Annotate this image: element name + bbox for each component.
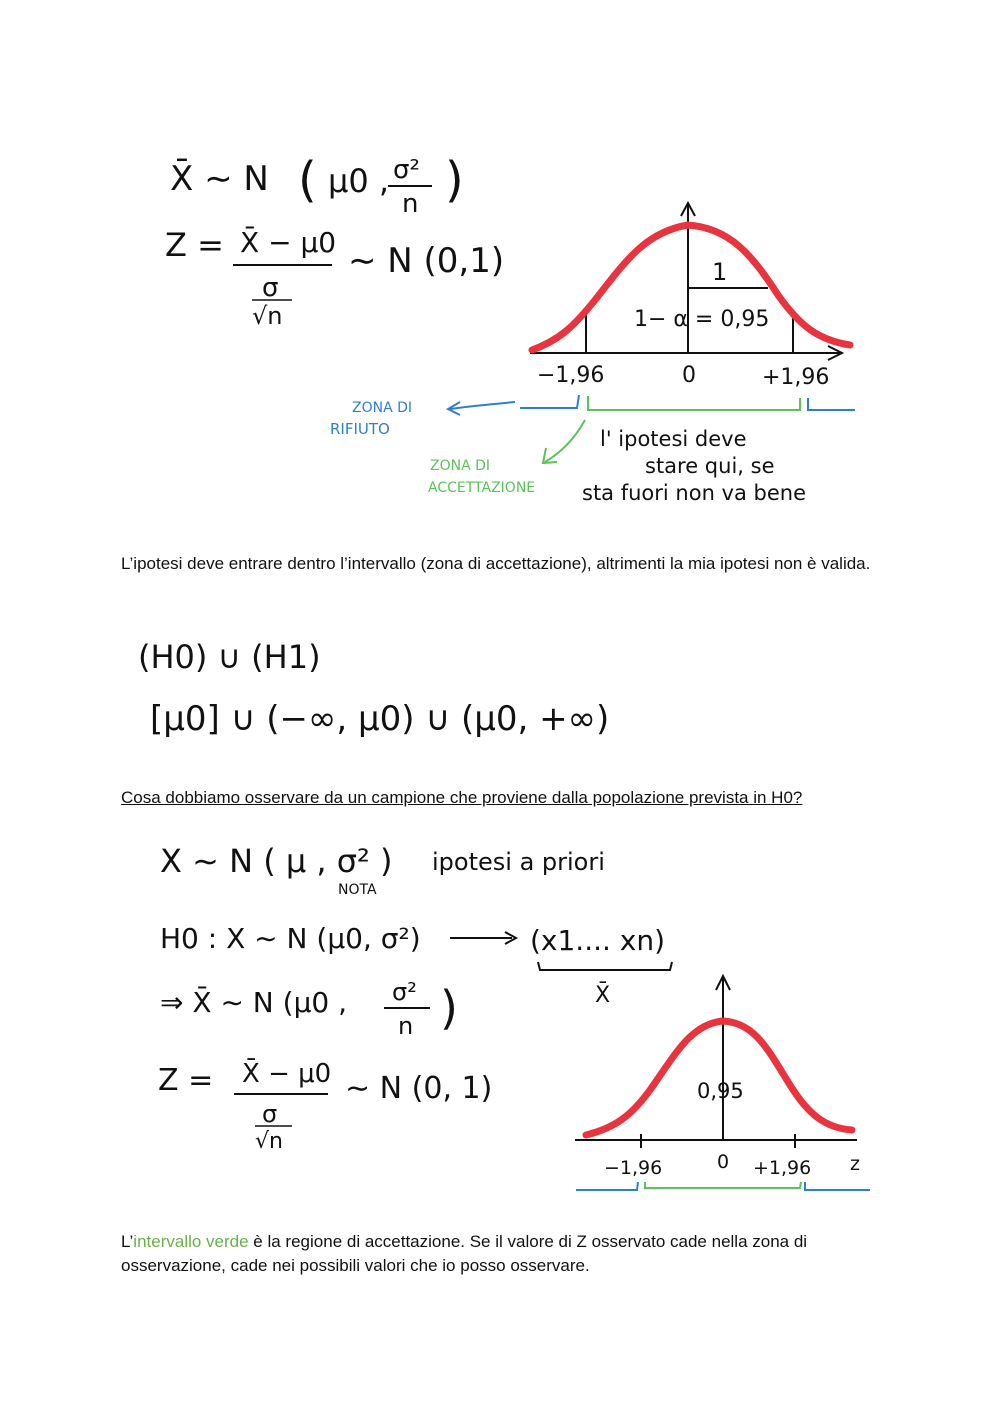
para2-prefix: L’ [121,1232,134,1251]
green-interval-highlight: intervallo verde [133,1232,249,1251]
accept-interval-2 [645,1182,801,1188]
xbar-den: n [398,1012,414,1040]
reject-interval-left-2 [576,1182,638,1190]
reject-zone-line2: RIFIUTO [330,420,390,438]
sample-list: (x1.... xn) [530,924,666,957]
z-den-sigma: σ [262,273,279,303]
xbar-dist-lhs-2: ⇒ X̄ ∼ N (μ0 , [160,986,348,1019]
reject-interval-right-2 [805,1182,870,1190]
sigma2-num: σ² [393,155,420,185]
paragraph-hypothesis: L’ipotesi deve entrare dentro l’intervallo (zona di accettazione), altrimenti la mia ipotesi non è valida. [121,554,871,573]
axis-z-label: z [850,1153,860,1175]
x-dist: X ∼ N ( μ , σ² ) [160,842,393,880]
z-rhs-2: ∼ N (0, 1) [345,1071,493,1106]
area-one-label: 1 [712,258,728,286]
mu0-label: μ0 , [328,162,390,200]
tick-mid-label: 0 [682,363,696,388]
bell-curve-2 [586,1021,852,1135]
xbar-close: ) [440,981,458,1035]
z-rhs: ∼ N (0,1) [348,241,505,281]
a-priori-label: ipotesi a priori [432,848,605,876]
paren-open: ( [298,152,317,208]
n-den: n [402,189,419,219]
brace-xbar: X̄ [595,983,611,1008]
z-equals: Z = [165,226,224,264]
note-line1: l' ipotesi deve [600,427,747,451]
note-line2: stare qui, se [645,454,775,478]
para2-rest: è la regione di accettazione. Se il valore di Z osservato cade nella zona di osservazione, cade nei possibili valori che io posso osservare. [121,1232,808,1275]
h0-h1-union: (H0) ∪ (H1) [138,638,321,676]
tick-right-label: +1,96 [762,365,830,390]
z-den-sqrtn: √n [252,302,283,330]
z-equals-2: Z = [158,1063,214,1098]
accept-zone-line2: ACCETTAZIONE [428,480,536,496]
confidence-label: 1− α = 0,95 [634,307,770,332]
z-den-sigma-2: σ [262,1100,278,1128]
tick-left-label: −1,96 [537,363,605,388]
tick-mid-label-2: 0 [717,1151,730,1173]
paren-close: ) [445,152,464,208]
confidence-label-2: 0,95 [697,1079,744,1103]
z-den-sqrtn-2: √n [255,1129,283,1154]
reject-zone-line1: ZONA DI [352,400,413,416]
nota-label: NOTA [338,882,377,898]
note-line3: sta fuori non va bene [582,481,807,505]
z-num-2: X̄ − μ0 [242,1059,332,1089]
h0-dist: H0 : X ∼ N (μ0, σ²) [160,922,421,955]
xbar-dist-lhs: X̄ ∼ N [170,159,269,199]
paragraph-acceptance [121,1230,881,1278]
tick-right-label-2: +1,96 [753,1157,812,1179]
hypothesis-intervals: [μ0] ∪ (−∞, μ0) ∪ (μ0, +∞) [150,699,610,739]
tick-left-label-2: −1,96 [604,1157,663,1179]
question-heading: Cosa dobbiamo osservare da un campione che proviene dalla popolazione prevista in H0? [121,788,803,807]
xbar-num: σ² [392,978,417,1006]
accept-zone-line1: ZONA DI [430,458,491,474]
z-num: X̄ − μ0 [240,226,337,259]
